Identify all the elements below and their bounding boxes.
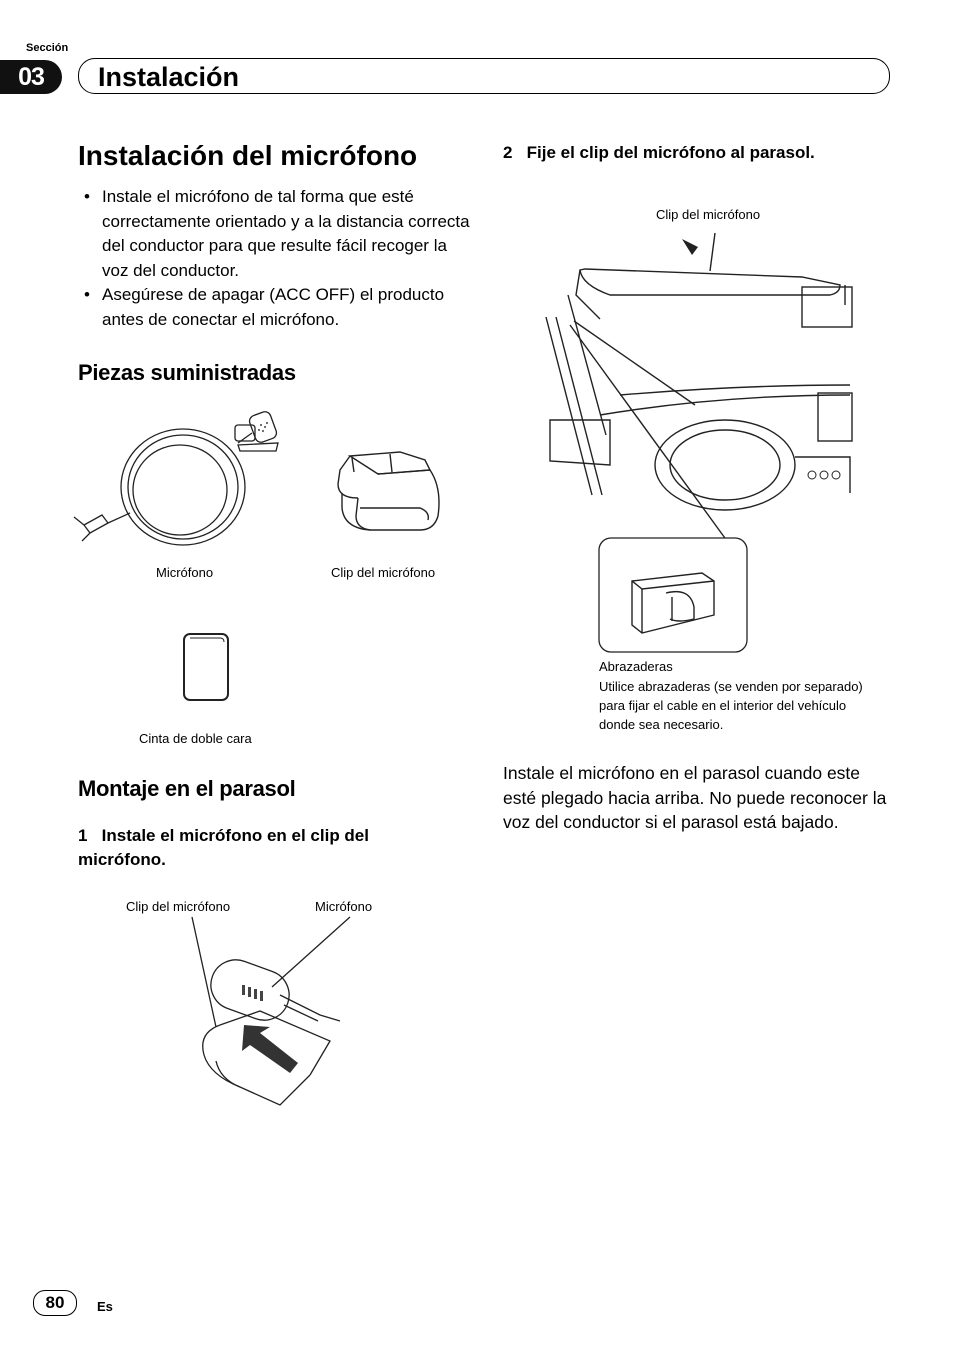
- step-1: [78, 824, 458, 872]
- step-1-text: Instale el micrófono en el clip del micrófono.: [78, 826, 369, 869]
- step2-clip-caption: Clip del micrófono: [656, 207, 761, 222]
- mic-clip-illustration: [330, 448, 445, 538]
- bullet-item: • Asegúrese de apagar (ACC OFF) el producto antes de conectar el micrófono.: [78, 283, 473, 332]
- bullet-item: • Instale el micrófono de tal forma que esté correctamente orientado y a la distancia correcta del conductor para que resulte fácil recoger la voz del conductor.: [78, 185, 473, 283]
- clamp-detail-illustration: [598, 537, 750, 655]
- section-label: Sección: [26, 42, 69, 54]
- tape-caption: Cinta de doble cara: [139, 731, 252, 746]
- step-1-number: 1: [78, 826, 88, 845]
- step1-mic-caption: Micrófono: [315, 899, 373, 914]
- clip-caption: Clip del micrófono: [331, 565, 436, 580]
- mounting-heading: Montaje en el parasol: [78, 776, 296, 801]
- microphone-illustration: [68, 405, 288, 555]
- microphone-caption: Micrófono: [156, 565, 214, 580]
- parts-heading: Piezas suministradas: [78, 360, 296, 385]
- section-title: Instalación: [98, 62, 240, 92]
- step-2-number: 2: [503, 143, 513, 162]
- language-code: Es: [97, 1299, 113, 1314]
- page-number: 80: [33, 1290, 77, 1316]
- step1-clip-caption: Clip del micrófono: [126, 899, 231, 914]
- step1-illustration: [180, 915, 360, 1120]
- step-2-text: Fije el clip del micrófono al parasol.: [526, 143, 815, 162]
- section-number-badge: 03: [0, 60, 62, 94]
- page-title: Instalación del micrófono: [78, 140, 418, 171]
- intro-bullet-list: [78, 185, 473, 332]
- double-sided-tape-illustration: [180, 630, 232, 702]
- step-2: [503, 141, 883, 165]
- visor-note: Instale el micrófono en el parasol cuando este esté plegado hacia arriba. No puede reconocer la voz del conductor si el parasol está bajado.: [503, 763, 887, 832]
- clamps-title: Abrazaderas: [599, 659, 673, 674]
- clamps-description: Utilice abrazaderas (se venden por separado) para fijar el cable en el interior del vehículo donde sea necesario.: [599, 679, 863, 732]
